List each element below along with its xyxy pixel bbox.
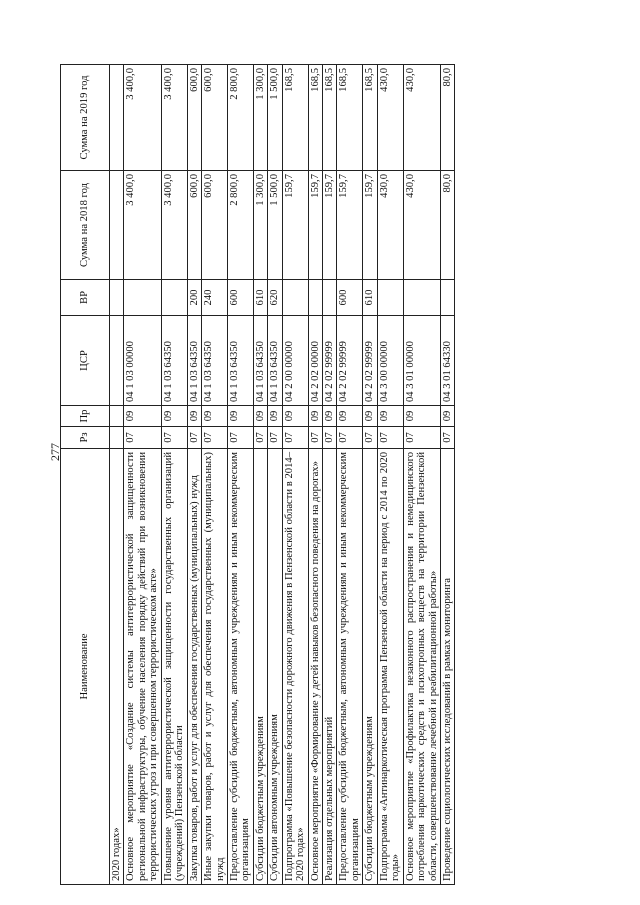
cell-sum-2018: 430,0 xyxy=(403,171,440,280)
cell-sum-2019: 600,0 xyxy=(187,65,201,171)
cell-vr xyxy=(440,280,454,316)
table-row xyxy=(337,65,363,885)
cell-pr: 09 xyxy=(337,406,363,427)
cell-name: Реализация отдельных мероприятий xyxy=(323,449,337,885)
header-vr: ВР xyxy=(61,280,110,316)
cell-sum-2019: 430,0 xyxy=(403,65,440,171)
cell-pr: 09 xyxy=(308,406,322,427)
table-body xyxy=(110,65,455,885)
cell-vr xyxy=(403,280,440,316)
header-sum-2018: Сумма на 2018 год xyxy=(61,171,110,280)
cell-sum-2018: 80,0 xyxy=(440,171,454,280)
cell-rz: 07 xyxy=(268,427,282,449)
budget-table xyxy=(60,64,455,885)
table-row xyxy=(227,65,253,885)
cell-pr: 09 xyxy=(202,406,228,427)
cell-csr: 04 3 01 00000 xyxy=(403,316,440,406)
cell-rz: 07 xyxy=(282,427,308,449)
cell-vr xyxy=(124,280,161,316)
cell-name: Субсидии автономным учреждениям xyxy=(268,449,282,885)
cell-csr: 04 3 01 64330 xyxy=(440,316,454,406)
cell-name: Субсидии бюджетным учреждениям xyxy=(253,449,267,885)
cell-sum-2019: 168,5 xyxy=(308,65,322,171)
cell-rz: 07 xyxy=(161,427,187,449)
cell-rz: 07 xyxy=(403,427,440,449)
cell-sum-2018: 159,7 xyxy=(363,171,377,280)
page-number: 277 xyxy=(48,443,62,461)
cell-vr xyxy=(110,280,124,316)
cell-sum-2019: 168,5 xyxy=(363,65,377,171)
cell-sum-2018: 1 300,0 xyxy=(253,171,267,280)
cell-sum-2018: 1 500,0 xyxy=(268,171,282,280)
cell-csr: 04 1 03 64350 xyxy=(161,316,187,406)
cell-csr: 04 1 03 00000 xyxy=(124,316,161,406)
table-row xyxy=(124,65,161,885)
cell-rz: 07 xyxy=(202,427,228,449)
cell-pr: 09 xyxy=(282,406,308,427)
cell-csr: 04 1 03 64350 xyxy=(253,316,267,406)
cell-sum-2018 xyxy=(110,171,124,280)
rotated-page-content xyxy=(60,65,455,885)
cell-vr xyxy=(161,280,187,316)
table-row xyxy=(323,65,337,885)
table-header-row xyxy=(61,65,110,885)
cell-sum-2019: 1 300,0 xyxy=(253,65,267,171)
cell-csr: 04 3 00 00000 xyxy=(377,316,403,406)
cell-rz: 07 xyxy=(308,427,322,449)
cell-pr: 09 xyxy=(268,406,282,427)
cell-sum-2019: 2 800,0 xyxy=(227,65,253,171)
table-row xyxy=(202,65,228,885)
cell-vr: 610 xyxy=(363,280,377,316)
cell-rz: 07 xyxy=(337,427,363,449)
header-sum-2019: Сумма на 2019 год xyxy=(61,65,110,171)
cell-vr xyxy=(282,280,308,316)
cell-name: Иные закупки товаров, работ и услуг для обеспечения государственных (муниципальных) нужд xyxy=(202,449,228,885)
cell-rz: 07 xyxy=(363,427,377,449)
cell-sum-2018: 159,7 xyxy=(308,171,322,280)
cell-pr: 09 xyxy=(227,406,253,427)
cell-csr xyxy=(110,316,124,406)
cell-vr xyxy=(377,280,403,316)
cell-vr xyxy=(323,280,337,316)
cell-sum-2019: 3 400,0 xyxy=(161,65,187,171)
cell-name: Повышение уровня антитеррористической защищенности государственных организаций (учреждений) Пензенской области xyxy=(161,449,187,885)
cell-rz: 07 xyxy=(377,427,403,449)
cell-name: Предоставление субсидий бюджетным, автономным учреждениям и иным некоммерческим организациям xyxy=(227,449,253,885)
cell-sum-2018: 159,7 xyxy=(282,171,308,280)
cell-sum-2018: 600,0 xyxy=(187,171,201,280)
cell-sum-2019: 168,5 xyxy=(282,65,308,171)
cell-sum-2018: 2 800,0 xyxy=(227,171,253,280)
table-row xyxy=(440,65,454,885)
cell-sum-2019: 3 400,0 xyxy=(124,65,161,171)
cell-sum-2018: 159,7 xyxy=(337,171,363,280)
cell-csr: 04 1 03 64350 xyxy=(268,316,282,406)
cell-sum-2018: 3 400,0 xyxy=(124,171,161,280)
cell-pr: 09 xyxy=(187,406,201,427)
cell-pr: 09 xyxy=(253,406,267,427)
table-row xyxy=(308,65,322,885)
cell-sum-2019: 168,5 xyxy=(323,65,337,171)
cell-csr: 04 1 03 64350 xyxy=(187,316,201,406)
table-row xyxy=(253,65,267,885)
cell-pr: 09 xyxy=(440,406,454,427)
cell-name: Подпрограмма «Антинаркотическая программа Пензенской области на период с 2014 по 2020 годы» xyxy=(377,449,403,885)
cell-sum-2019: 430,0 xyxy=(377,65,403,171)
cell-vr: 600 xyxy=(227,280,253,316)
table-row xyxy=(268,65,282,885)
cell-csr: 04 2 02 00000 xyxy=(308,316,322,406)
cell-vr xyxy=(308,280,322,316)
cell-csr: 04 1 03 64350 xyxy=(227,316,253,406)
cell-vr: 610 xyxy=(253,280,267,316)
cell-sum-2018: 430,0 xyxy=(377,171,403,280)
cell-rz xyxy=(110,427,124,449)
cell-rz: 07 xyxy=(227,427,253,449)
cell-name: 2020 годах» xyxy=(110,449,124,885)
cell-rz: 07 xyxy=(124,427,161,449)
cell-pr: 09 xyxy=(161,406,187,427)
cell-pr: 09 xyxy=(124,406,161,427)
cell-rz: 07 xyxy=(187,427,201,449)
cell-name: Предоставление субсидий бюджетным, автономным учреждениям и иным некоммерческим организациям xyxy=(337,449,363,885)
cell-csr: 04 1 03 64350 xyxy=(202,316,228,406)
cell-csr: 04 2 00 00000 xyxy=(282,316,308,406)
cell-vr: 200 xyxy=(187,280,201,316)
cell-sum-2018: 3 400,0 xyxy=(161,171,187,280)
cell-vr: 620 xyxy=(268,280,282,316)
cell-rz: 07 xyxy=(253,427,267,449)
header-csr: ЦСР xyxy=(61,316,110,406)
cell-pr: 09 xyxy=(363,406,377,427)
header-name: Наименование xyxy=(61,449,110,885)
cell-name: Подпрограмма «Повышение безопасности дорожного движения в Пензенской области в 2014–2020 годах» xyxy=(282,449,308,885)
cell-name: Основное мероприятие «Профилактика незаконного распространения и немедицинского потребления наркотических средств и психотропных веществ на территории Пензенской области, совершенствование лечебной и реабилитационной работы» xyxy=(403,449,440,885)
cell-pr: 09 xyxy=(403,406,440,427)
cell-name: Закупка товаров, работ и услуг для обеспечения государственных (муниципальных) нужд xyxy=(187,449,201,885)
table-row xyxy=(377,65,403,885)
cell-csr: 04 2 02 99999 xyxy=(337,316,363,406)
table-row xyxy=(363,65,377,885)
header-pr: Пр xyxy=(61,406,110,427)
table-row xyxy=(282,65,308,885)
cell-sum-2019: 600,0 xyxy=(202,65,228,171)
cell-pr: 09 xyxy=(377,406,403,427)
cell-vr: 600 xyxy=(337,280,363,316)
header-rz: Рз xyxy=(61,427,110,449)
cell-name: Основное мероприятие «Формирование у детей навыков безопасного поведения на дорогах» xyxy=(308,449,322,885)
table-row xyxy=(110,65,124,885)
table-row xyxy=(161,65,187,885)
cell-name: Субсидии бюджетным учреждениям xyxy=(363,449,377,885)
cell-vr: 240 xyxy=(202,280,228,316)
table-row xyxy=(187,65,201,885)
cell-sum-2018: 600,0 xyxy=(202,171,228,280)
cell-name: Проведение социологических исследований в рамках мониторинга xyxy=(440,449,454,885)
cell-csr: 04 2 02 99999 xyxy=(323,316,337,406)
cell-sum-2018: 159,7 xyxy=(323,171,337,280)
cell-csr: 04 2 02 99999 xyxy=(363,316,377,406)
cell-sum-2019: 1 500,0 xyxy=(268,65,282,171)
cell-sum-2019: 168,5 xyxy=(337,65,363,171)
cell-rz: 07 xyxy=(323,427,337,449)
cell-rz: 07 xyxy=(440,427,454,449)
cell-sum-2019 xyxy=(110,65,124,171)
table-row xyxy=(403,65,440,885)
cell-sum-2019: 80,0 xyxy=(440,65,454,171)
cell-name: Основное мероприятие «Создание системы антитеррористической защищенности региональной инфраструктуры, обучение населения порядку действий при возникновении террористических угроз и при совершенном террористическом акте» xyxy=(124,449,161,885)
cell-pr: 09 xyxy=(323,406,337,427)
cell-pr xyxy=(110,406,124,427)
